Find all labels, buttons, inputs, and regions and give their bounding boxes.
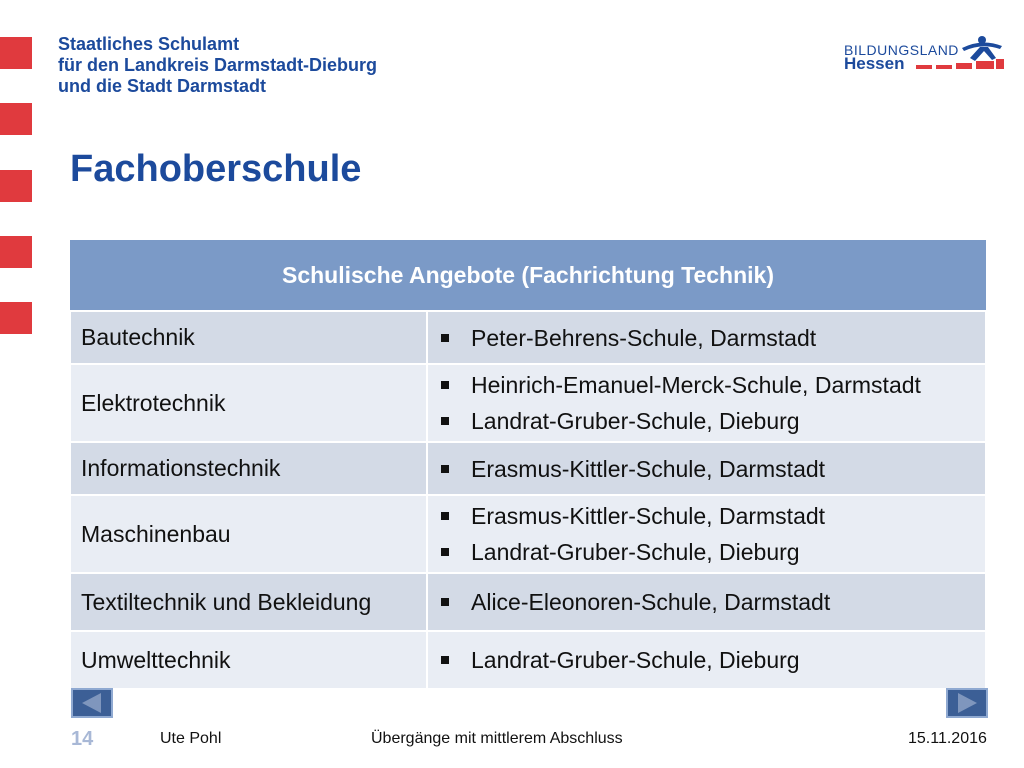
school-item: Peter-Behrens-Schule, Darmstadt [438, 320, 975, 356]
bildungsland-hessen-logo [844, 34, 1004, 74]
category-cell: Textiltechnik und Bekleidung [70, 573, 427, 631]
arrow-right-icon [948, 690, 986, 716]
table-row [70, 364, 986, 442]
category-cell: Informationstechnik [70, 442, 427, 495]
edge-mark-4 [0, 236, 32, 268]
table-header: Schulische Angebote (Fachrichtung Technik) [70, 240, 986, 311]
table-row [70, 495, 986, 573]
schools-cell [427, 442, 986, 495]
footer-topic: Übergänge mit mittlerem Abschluss [371, 730, 623, 747]
category-cell: Maschinenbau [70, 495, 427, 573]
logo-line-2: Hessen [844, 54, 905, 73]
schools-cell [427, 495, 986, 573]
arrow-left-icon [73, 690, 111, 716]
school-item: Landrat-Gruber-Schule, Dieburg [438, 642, 975, 678]
footer-date: 15.11.2016 [908, 730, 987, 747]
school-authority-name [58, 34, 377, 97]
schools-cell [427, 573, 986, 631]
category-cell: Umwelttechnik [70, 631, 427, 689]
offers-table [69, 240, 987, 690]
footer-author: Ute Pohl [160, 730, 222, 747]
category-cell: Elektrotechnik [70, 364, 427, 442]
school-item: Heinrich-Emanuel-Merck-Schule, Darmstadt [438, 367, 975, 403]
school-item: Erasmus-Kittler-Schule, Darmstadt [438, 498, 975, 534]
page-number: 14 [71, 728, 94, 750]
table-row [70, 573, 986, 631]
table-header-row [70, 240, 986, 311]
edge-mark-2 [0, 103, 32, 135]
schools-cell [427, 311, 986, 364]
edge-mark-3 [0, 170, 32, 202]
next-slide-button[interactable] [946, 688, 988, 718]
schools-cell [427, 364, 986, 442]
school-item: Landrat-Gruber-Schule, Dieburg [438, 403, 975, 439]
authority-line-2: für den Landkreis Darmstadt-Dieburg [58, 55, 378, 75]
slide-title: Fachoberschule [70, 148, 362, 190]
edge-mark-1 [0, 37, 32, 69]
category-cell: Bautechnik [70, 311, 427, 364]
school-item: Landrat-Gruber-Schule, Dieburg [438, 534, 975, 570]
table-row [70, 631, 986, 689]
table-row [70, 311, 986, 364]
school-item: Alice-Eleonoren-Schule, Darmstadt [438, 584, 975, 620]
table-row [70, 442, 986, 495]
authority-line-1: Staatliches Schulamt [58, 34, 240, 54]
logo-line-1: BILDUNGSLAND [844, 42, 959, 58]
school-item: Erasmus-Kittler-Schule, Darmstadt [438, 451, 975, 487]
authority-line-3: und die Stadt Darmstadt [58, 76, 267, 96]
previous-slide-button[interactable] [71, 688, 113, 718]
schools-cell [427, 631, 986, 689]
edge-mark-5 [0, 302, 32, 334]
